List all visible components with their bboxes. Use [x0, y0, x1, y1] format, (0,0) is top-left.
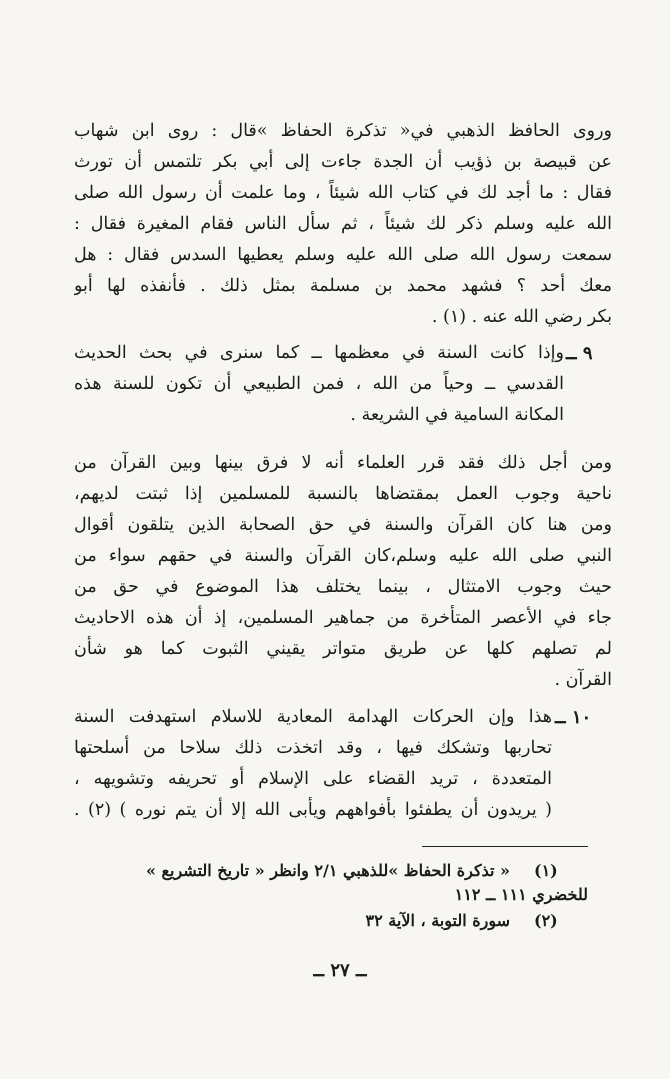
text-line: القدسي ــ وحياً من الله ، فمن الطبيعي أن تكون للسنة هذه — [74, 374, 564, 394]
item-number-10: ١٠ ــ — [555, 707, 592, 728]
footnote-2-text: سورة التوبة ، الآية ٣٢ — [365, 911, 510, 930]
text-line: معك أحد ؟ فشهد محمد بن مسلمة بمثل ذلك . فأنفذه لها أبو — [74, 276, 612, 296]
item-9-paragraph — [74, 338, 564, 431]
text-line: النبي صلى الله عليه وسلم،كان القرآن والسنة في حقهم سواء من — [74, 546, 612, 566]
text-line: فقال : ما أجد لك في كتاب الله شيئاً ، وما علمت أن رسول الله صلى — [74, 183, 612, 203]
text-line: ( يريدون أن يطفئوا بأفواههم ويأبى الله إلا أن يتم نوره ) (٢) . — [74, 800, 552, 820]
text-line: ومن أجل ذلك فقد قرر العلماء أنه لا فرق بينها وبين القرآن من — [74, 453, 612, 473]
text-line: بكر رضي الله عنه . (١) . — [431, 307, 612, 327]
text-line: المتعددة ، تريد القضاء على الإسلام أو تحريفه وتشويهه ، — [74, 769, 552, 789]
text-line: وإذا كانت السنة في معظمها ــ كما سنرى في بحث الحديث — [74, 343, 564, 363]
footnote-1-marker: (١) — [534, 861, 558, 880]
text-line: سمعت رسول الله صلى الله عليه وسلم يعطيها السدس فقال : هل — [74, 245, 612, 265]
text-line: هذا وإن الحركات الهدامة المعادية للاسلام استهدفت السنة — [74, 707, 552, 727]
text-line: لم تصلهم كلها عن طريق متواتر يقيني الثبوت كما هو شأن — [74, 639, 612, 659]
text-line: عن قبيصة بن ذؤيب أن الجدة جاءت إلى أبي بكر تلتمس أن تورث — [74, 152, 612, 172]
text-line: تحاربها وتشكك فيها ، وقد اتخذت ذلك سلاحا من أسلحتها — [74, 738, 552, 758]
text-line: المكانة السامية في الشريعة . — [350, 405, 564, 425]
middle-paragraph — [74, 448, 612, 696]
text-line: وروى الحافظ الذهبي في« تذكرة الحفاظ »قال : روى ابن شهاب — [74, 121, 612, 141]
text-line: الله عليه وسلم ذكر لك شيئاً ، ثم سأل الناس فقام المغيرة فقال : — [74, 214, 612, 234]
text-line: جاء في الأعصر المتأخرة من جماهير المسلمين، إذ أن هذه الاحاديث — [74, 608, 612, 628]
footnote-1-continuation: للخضري ١١١ ــ ١١٢ — [454, 885, 588, 904]
page-number: ــ ٢٧ ــ — [313, 960, 367, 981]
item-10-paragraph — [74, 702, 552, 826]
item-number-9: ٩ ــ — [566, 343, 593, 364]
intro-paragraph — [74, 116, 612, 333]
text-line: حيث وجوب الامتثال ، بينما يختلف هذا الموضوع في حق من — [74, 577, 612, 597]
text-line: ناحية وجوب العمل بمقتضاها بالنسبة للمسلمين إذا ثبتت لديهم، — [74, 484, 612, 504]
text-line: القرآن . — [554, 670, 612, 690]
footnote-divider — [422, 846, 588, 847]
footnote-2-marker: (٢) — [534, 911, 558, 930]
footnote-1-text: « تذكرة الحفاظ »للذهبي ٢/١ وانظر « تاريخ التشريع » — [145, 861, 510, 880]
text-line: ومن هنا كان القرآن والسنة في حق الصحابة الذين يتلقون أقوال — [74, 515, 612, 535]
